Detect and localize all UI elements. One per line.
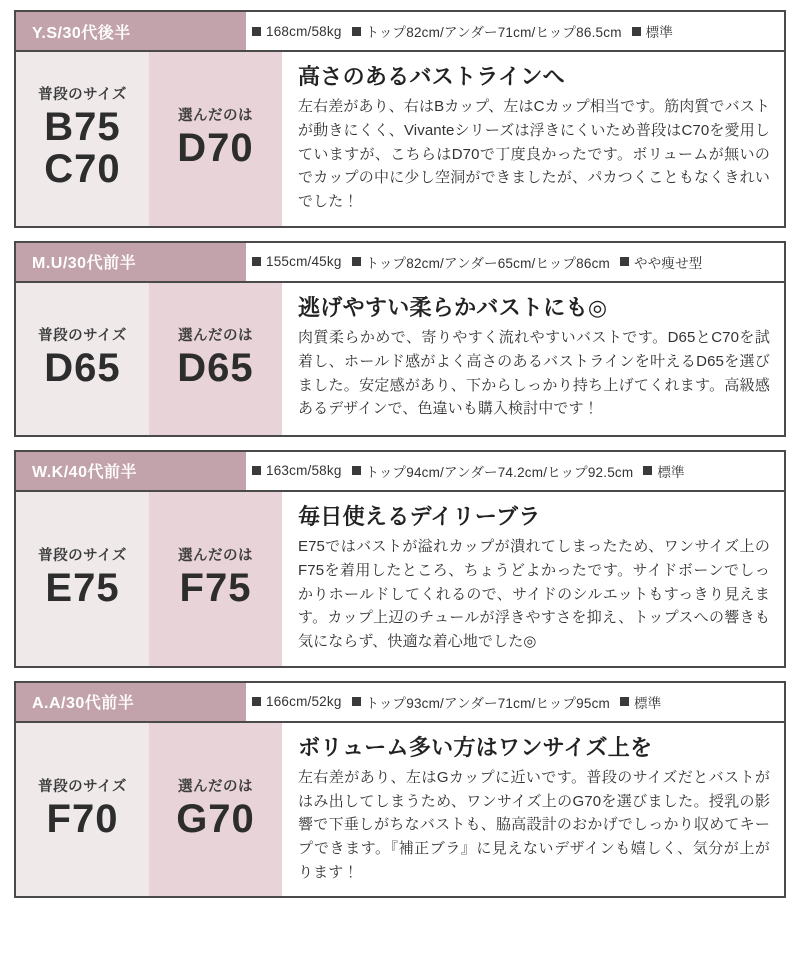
review-header (16, 683, 784, 723)
review-description: 左右差があり、右はBカップ、左はCカップ相当です。筋肉質でバストが動きにくく、Vivanteシリーズは浮きにくいため普段はC70を愛用していますが、こちらはD70で丁度良かったです。ボリュームが無いのでカップの中に少し空洞ができましたが、パカつくこともなくきれいでした！ (298, 98, 770, 211)
review-text (282, 283, 784, 435)
chosen-size-block (149, 283, 282, 435)
reviewer-specs (246, 243, 784, 281)
review-body (16, 283, 784, 435)
review-body (16, 723, 784, 897)
review-description: 肉質柔らかめで、寄りやすく流れやすいバストです。D65とC70を試着し、ホールド感がよく高さのあるバストラインを叶えるD65を選びました。安定感があり、下からしっかり持ち上げてくれます。高級感あるデザインで、色違いも購入検討中です！ (298, 329, 770, 418)
reviewer-name: A.A/30代前半 (16, 683, 246, 721)
spec-item (620, 252, 703, 272)
square-bullet-icon (352, 466, 361, 475)
chosen-size-block (149, 723, 282, 897)
usual-size-value: F70 (46, 796, 119, 841)
spec-text: 168cm/58kg (266, 23, 342, 39)
spec-item (620, 692, 661, 712)
size-panel (16, 283, 282, 435)
spec-text: トップ82cm/アンダー65cm/ヒップ86cm (365, 255, 610, 271)
review-description: E75ではバストが溢れカップが潰れてしまったため、ワンサイズ上のF75を着用したところ、ちょうどよかったです。サイドボーンでしっかりホールドしてくれるので、サイドのシルエットもすっきり見えます。カップ上辺のチュールが浮きやすさを抑え、トップスへの響きも気にならず、快適な着心地でした◎ (298, 538, 770, 650)
spec-text: 標準 (634, 695, 662, 711)
reviewer-specs (246, 12, 784, 50)
review-body (16, 492, 784, 666)
chosen-size-label: 選んだのは (178, 108, 253, 125)
review-title: 高さのあるバストラインへ (298, 64, 565, 89)
square-bullet-icon (620, 697, 629, 706)
chosen-size-value: D65 (177, 346, 254, 391)
usual-size-block (16, 492, 149, 666)
chosen-size-block (149, 492, 282, 666)
review-card (14, 681, 786, 899)
spec-text: 155cm/45kg (266, 254, 342, 270)
usual-size-value: E75 (45, 566, 120, 611)
usual-size-block (16, 283, 149, 435)
square-bullet-icon (620, 257, 629, 266)
size-panel (16, 52, 282, 226)
spec-item (352, 21, 622, 41)
reviewer-name: W.K/40代前半 (16, 452, 246, 490)
spec-text: 標準 (645, 25, 674, 40)
spec-item (252, 694, 342, 709)
size-panel (16, 492, 282, 666)
size-panel (16, 723, 282, 897)
review-card (14, 10, 786, 228)
spec-item (632, 21, 673, 41)
spec-text: トップ82cm/アンダー71cm/ヒップ86.5cm (365, 25, 622, 40)
usual-size-value: D65 (44, 346, 121, 391)
spec-item (352, 252, 610, 272)
usual-size-label: 普段のサイズ (38, 548, 127, 565)
chosen-size-label: 選んだのは (178, 328, 253, 345)
review-text (282, 52, 784, 226)
chosen-size-value: F75 (179, 566, 252, 611)
reviewer-specs (246, 452, 784, 490)
square-bullet-icon (252, 257, 261, 266)
review-description: 左右差があり、左はGカップに近いです。普段のサイズだとバストがはみ出してしまうため、ワンサイズ上のG70を選びました。授乳の影響で下垂しがちなバストも、脇高設計のおかげでしっかり収めてキープできます。『補正ブラ』に見えないデザインも嬉しく、気分が上がります！ (298, 769, 770, 881)
review-title: ボリューム多い方はワンサイズ上を (298, 734, 653, 760)
usual-size-block (16, 723, 149, 897)
usual-size-label: 普段のサイズ (38, 87, 127, 104)
review-text (282, 723, 784, 897)
spec-item (252, 463, 342, 478)
spec-item (252, 24, 342, 39)
spec-item (643, 461, 684, 481)
square-bullet-icon (643, 466, 652, 475)
review-card (14, 450, 786, 668)
usual-size-block (16, 52, 149, 226)
chosen-size-label: 選んだのは (178, 548, 253, 565)
review-body (16, 52, 784, 226)
square-bullet-icon (352, 27, 361, 36)
review-header (16, 12, 784, 52)
review-text (282, 492, 784, 666)
reviewer-name: M.U/30代前半 (16, 243, 246, 281)
review-title: 毎日使えるデイリーブラ (298, 503, 541, 529)
spec-item (352, 461, 634, 481)
spec-text: 163cm/58kg (266, 463, 342, 479)
review-header (16, 243, 784, 283)
spec-text: トップ93cm/アンダー71cm/ヒップ95cm (365, 695, 610, 711)
chosen-size-value: D70 (177, 126, 254, 171)
usual-size-label: 普段のサイズ (38, 778, 127, 795)
spec-text: 標準 (657, 464, 685, 480)
spec-text: やや痩せ型 (634, 255, 703, 271)
reviewer-name: Y.S/30代後半 (16, 12, 246, 50)
usual-size-label: 普段のサイズ (38, 328, 127, 345)
square-bullet-icon (252, 697, 261, 706)
chosen-size-label: 選んだのは (178, 778, 253, 795)
usual-size-value-line1: B75 (44, 105, 121, 150)
square-bullet-icon (252, 466, 261, 475)
spec-text: 166cm/52kg (266, 694, 342, 710)
review-card (14, 241, 786, 437)
square-bullet-icon (632, 27, 641, 36)
usual-size-value (44, 106, 120, 191)
spec-item (352, 692, 610, 712)
spec-text: トップ94cm/アンダー74.2cm/ヒップ92.5cm (365, 464, 634, 480)
square-bullet-icon (352, 257, 361, 266)
review-title: 逃げやすい柔らかバストにも◎ (298, 294, 608, 320)
review-header (16, 452, 784, 492)
square-bullet-icon (252, 27, 261, 36)
chosen-size-block (149, 52, 282, 226)
square-bullet-icon (352, 697, 361, 706)
chosen-size-value: G70 (176, 796, 255, 841)
spec-item (252, 254, 342, 269)
usual-size-value-line2: C70 (44, 147, 121, 192)
reviewer-specs (246, 683, 784, 721)
